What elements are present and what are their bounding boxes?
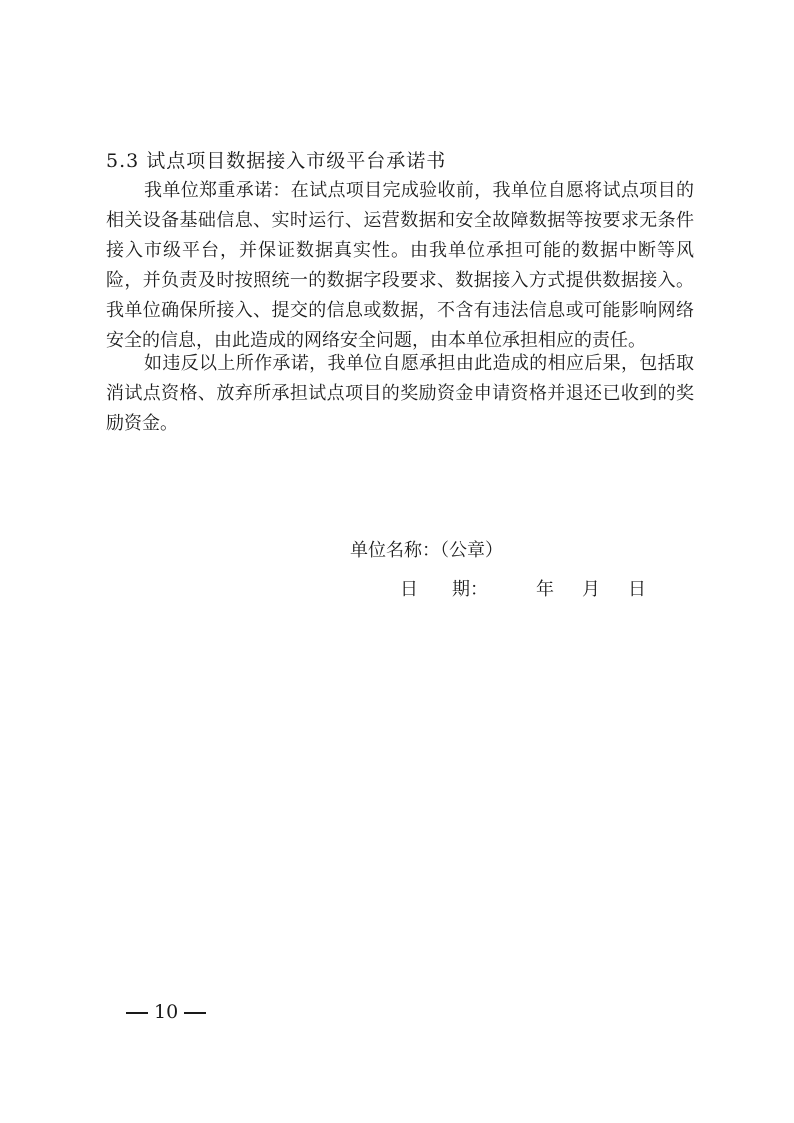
date-label-ri: 日 bbox=[400, 579, 418, 600]
page-number: 10 bbox=[154, 1001, 179, 1023]
date-month: 月 bbox=[582, 579, 600, 600]
date-day: 日 bbox=[628, 579, 646, 600]
unit-name-label: 单位名称： bbox=[350, 540, 440, 561]
seal-note: （公章） bbox=[440, 540, 503, 561]
commitment-paragraph: 我单位郑重承诺：在试点项目完成验收前，我单位自愿将试点项目的相关设备基础信息、实时运行、运营数据和安全故障数据等按要求无条件接入市级平台，并保证数据真实性。由我单位承担可能的数据中断等风险，并负责及时按照统一的数据字段要求、数据接入方式提供数据接入。我单位确保所接入、提交的信息或数据，不含有违法信息或可能影响网络安全的信息，由此造成的网络安全问题，由本单位承担相应的责任。 bbox=[106, 180, 694, 351]
section-heading: 5.3 试点项目数据接入市级平台承诺书 bbox=[106, 150, 447, 172]
right-dash bbox=[184, 1012, 206, 1014]
date-year: 年 bbox=[536, 579, 554, 600]
page-number-footer bbox=[120, 998, 212, 1026]
signature-date-line bbox=[400, 577, 646, 603]
left-dash bbox=[126, 1012, 148, 1014]
date-label-qi: 期： bbox=[452, 579, 488, 600]
violation-paragraph: 如违反以上所作承诺，我单位自愿承担由此造成的相应后果，包括取消试点资格、放弃所承担试点项目的奖励资金申请资格并退还已收到的奖励资金。 bbox=[106, 353, 694, 434]
signature-unit-line bbox=[350, 538, 503, 564]
